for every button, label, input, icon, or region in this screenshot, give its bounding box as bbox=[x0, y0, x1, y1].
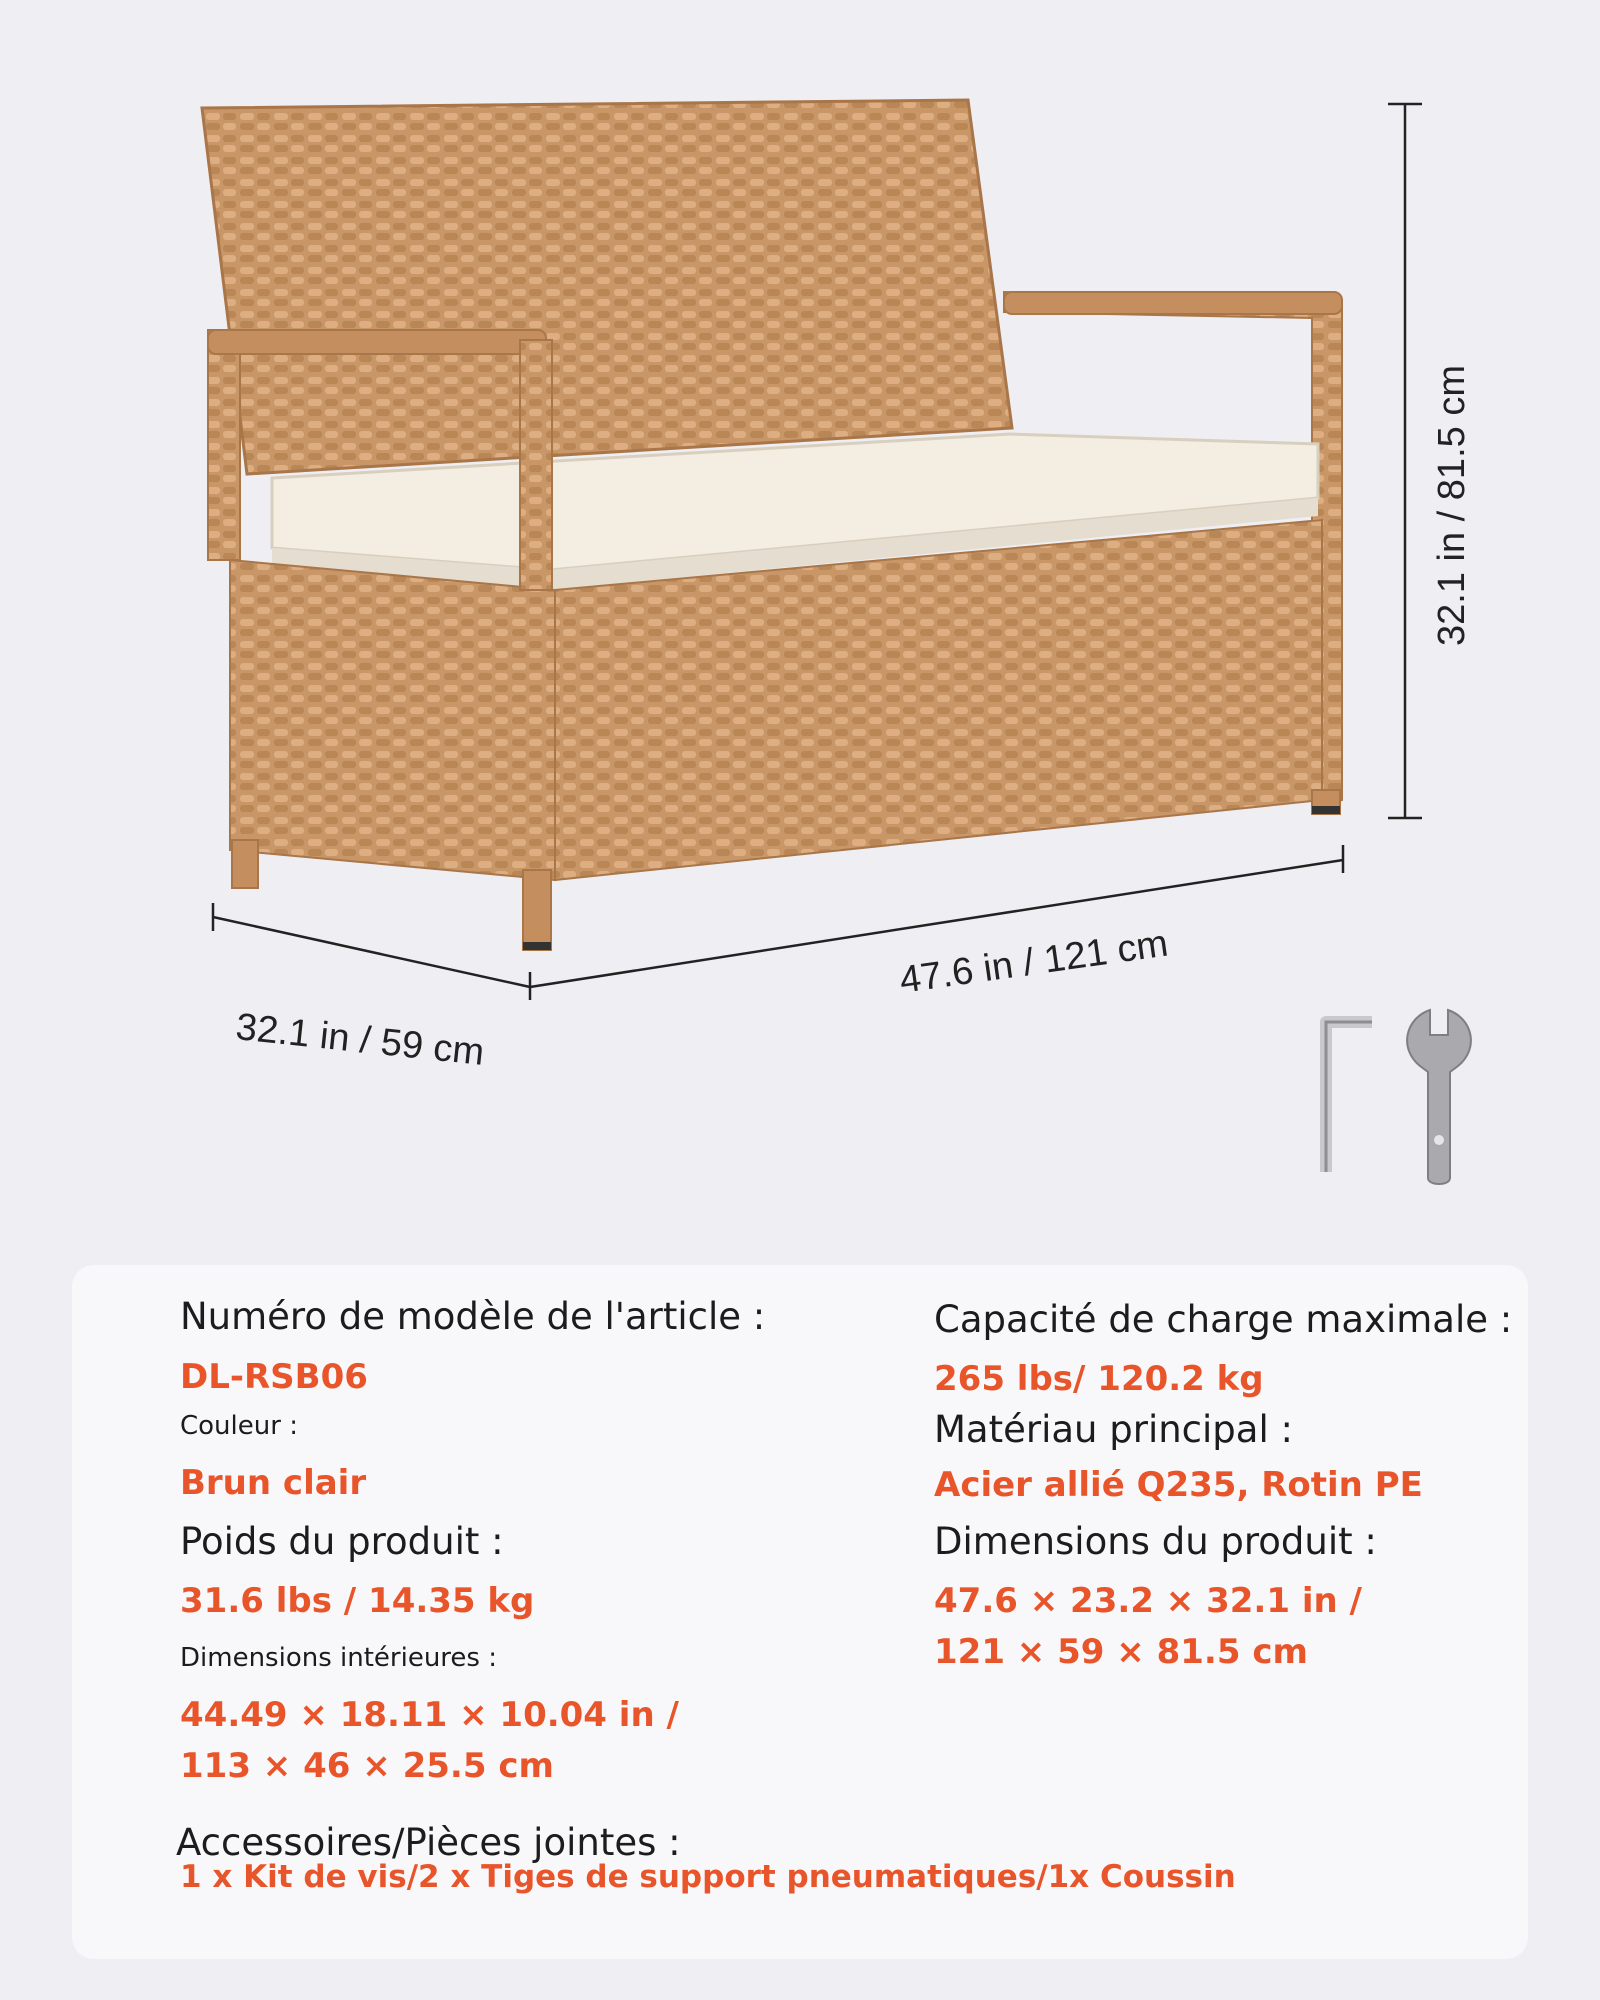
accessories-label: Accessoires/Pièces jointes : bbox=[176, 1821, 681, 1864]
model-value: DL-RSB06 bbox=[180, 1357, 368, 1397]
depth-dimension-line bbox=[213, 903, 530, 987]
dims-line1: 47.6 × 23.2 × 32.1 in / bbox=[934, 1581, 1362, 1621]
material-label: Matériau principal : bbox=[934, 1408, 1293, 1451]
model-label: Numéro de modèle de l'article : bbox=[180, 1295, 766, 1338]
weight-label: Poids du produit : bbox=[180, 1520, 504, 1563]
specs-card bbox=[72, 1265, 1528, 1959]
dims-label: Dimensions du produit : bbox=[934, 1520, 1377, 1563]
height-dimension-label: 32.1 in / 81.5 cm bbox=[1430, 365, 1473, 646]
depth-dimension-label: 32.1 in / 59 cm bbox=[233, 1006, 487, 1074]
inner-dims-label: Dimensions intérieures : bbox=[180, 1643, 497, 1673]
height-dimension-line bbox=[1388, 104, 1422, 818]
dims-line2: 121 × 59 × 81.5 cm bbox=[934, 1632, 1308, 1672]
allen-key-icon bbox=[1326, 1022, 1372, 1172]
material-value: Acier allié Q235, Rotin PE bbox=[934, 1465, 1423, 1505]
accessories-value: 1 x Kit de vis/2 x Tiges de support pneumatiques/1x Coussin bbox=[180, 1859, 1236, 1895]
color-label: Couleur : bbox=[180, 1411, 298, 1441]
color-value: Brun clair bbox=[180, 1463, 367, 1503]
weight-value: 31.6 lbs / 14.35 kg bbox=[180, 1581, 535, 1621]
inner-dims-line1: 44.49 × 18.11 × 10.04 in / bbox=[180, 1695, 679, 1735]
capacity-value: 265 lbs/ 120.2 kg bbox=[934, 1359, 1264, 1399]
width-dimension-label: 47.6 in / 121 cm bbox=[897, 922, 1171, 1002]
capacity-label: Capacité de charge maximale : bbox=[934, 1298, 1513, 1341]
inner-dims-line2: 113 × 46 × 25.5 cm bbox=[180, 1746, 554, 1786]
wrench-icon bbox=[1407, 1010, 1471, 1184]
rattan-storage-bench-icon bbox=[202, 100, 1342, 950]
